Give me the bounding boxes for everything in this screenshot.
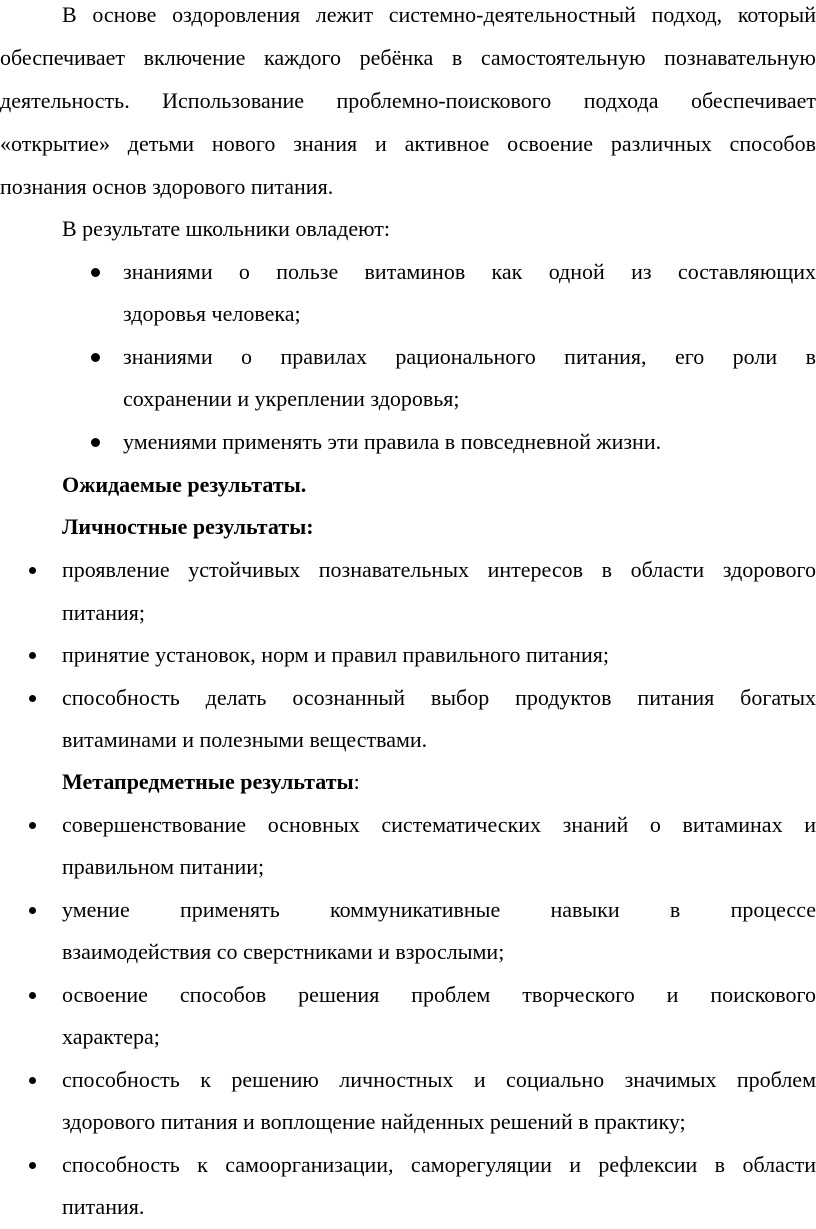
meta-item-cont: питания.: [62, 1194, 145, 1219]
skill-item: знаниями о правилах рационального питания, его роли в: [123, 344, 816, 369]
bullet-icon: [91, 438, 100, 447]
bullet-icon: [29, 1162, 36, 1169]
personal-item-cont: витаминами и полезными веществами.: [62, 727, 428, 752]
personal-item: принятие установок, норм и правил правильного питания;: [62, 642, 609, 667]
meta-item: способность к самоорганизации, саморегуляции и рефлексии в области: [62, 1152, 816, 1177]
bullet-icon: [91, 268, 100, 277]
meta-heading-colon: :: [353, 769, 360, 794]
meta-item-cont: характера;: [62, 1024, 160, 1049]
bullet-icon: [29, 652, 36, 659]
meta-item: освоение способов решения проблем творческого и поискового: [62, 982, 816, 1007]
meta-item-cont: правильном питании;: [62, 854, 265, 879]
intro-line: познания основ здорового питания.: [0, 174, 334, 199]
meta-item: способность к решению личностных и социально значимых проблем: [62, 1067, 816, 1092]
personal-item-cont: питания;: [62, 600, 145, 625]
skill-item-cont: здоровья человека;: [123, 301, 301, 326]
personal-item: способность делать осознанный выбор продуктов питания богатых: [62, 685, 816, 710]
intro-line: обеспечивает включение каждого ребёнка в самостоятельную познавательную: [0, 45, 816, 70]
bullet-icon: [29, 695, 36, 702]
meta-heading: [62, 767, 816, 797]
meta-item: умение применять коммуникативные навыки в процессе: [62, 897, 816, 922]
skill-item: знаниями о пользе витаминов как одной из составляющих: [123, 259, 816, 284]
bullet-icon: [29, 567, 36, 574]
bullet-icon: [29, 822, 36, 829]
meta-heading-text: Метапредметные результаты: [62, 769, 354, 794]
expected-heading: Ожидаемые результаты.: [62, 472, 307, 497]
meta-item-cont: здорового питания и воплощение найденных решений в практику;: [62, 1109, 686, 1134]
results-intro: В результате школьники овладеют:: [62, 216, 391, 241]
intro-line: В основе оздоровления лежит системно-деятельностный подход, который: [62, 2, 816, 27]
intro-line: деятельность. Использование проблемно-поискового подхода обеспечивает: [0, 88, 816, 113]
skill-item-cont: сохранении и укреплении здоровья;: [123, 386, 460, 411]
personal-heading: Личностные результаты:: [62, 514, 314, 539]
bullet-icon: [29, 1077, 36, 1084]
bullet-icon: [91, 353, 100, 362]
meta-item: совершенствование основных систематических знаний о витаминах и: [62, 812, 816, 837]
skill-item: умениями применять эти правила в повседневной жизни.: [123, 429, 662, 454]
personal-item: проявление устойчивых познавательных интересов в области здорового: [62, 557, 816, 582]
bullet-icon: [29, 992, 36, 999]
bullet-icon: [29, 907, 36, 914]
intro-line: «открытие» детьми нового знания и активное освоение различных способов: [0, 131, 816, 156]
meta-item-cont: взаимодействия со сверстниками и взрослыми;: [62, 939, 505, 964]
